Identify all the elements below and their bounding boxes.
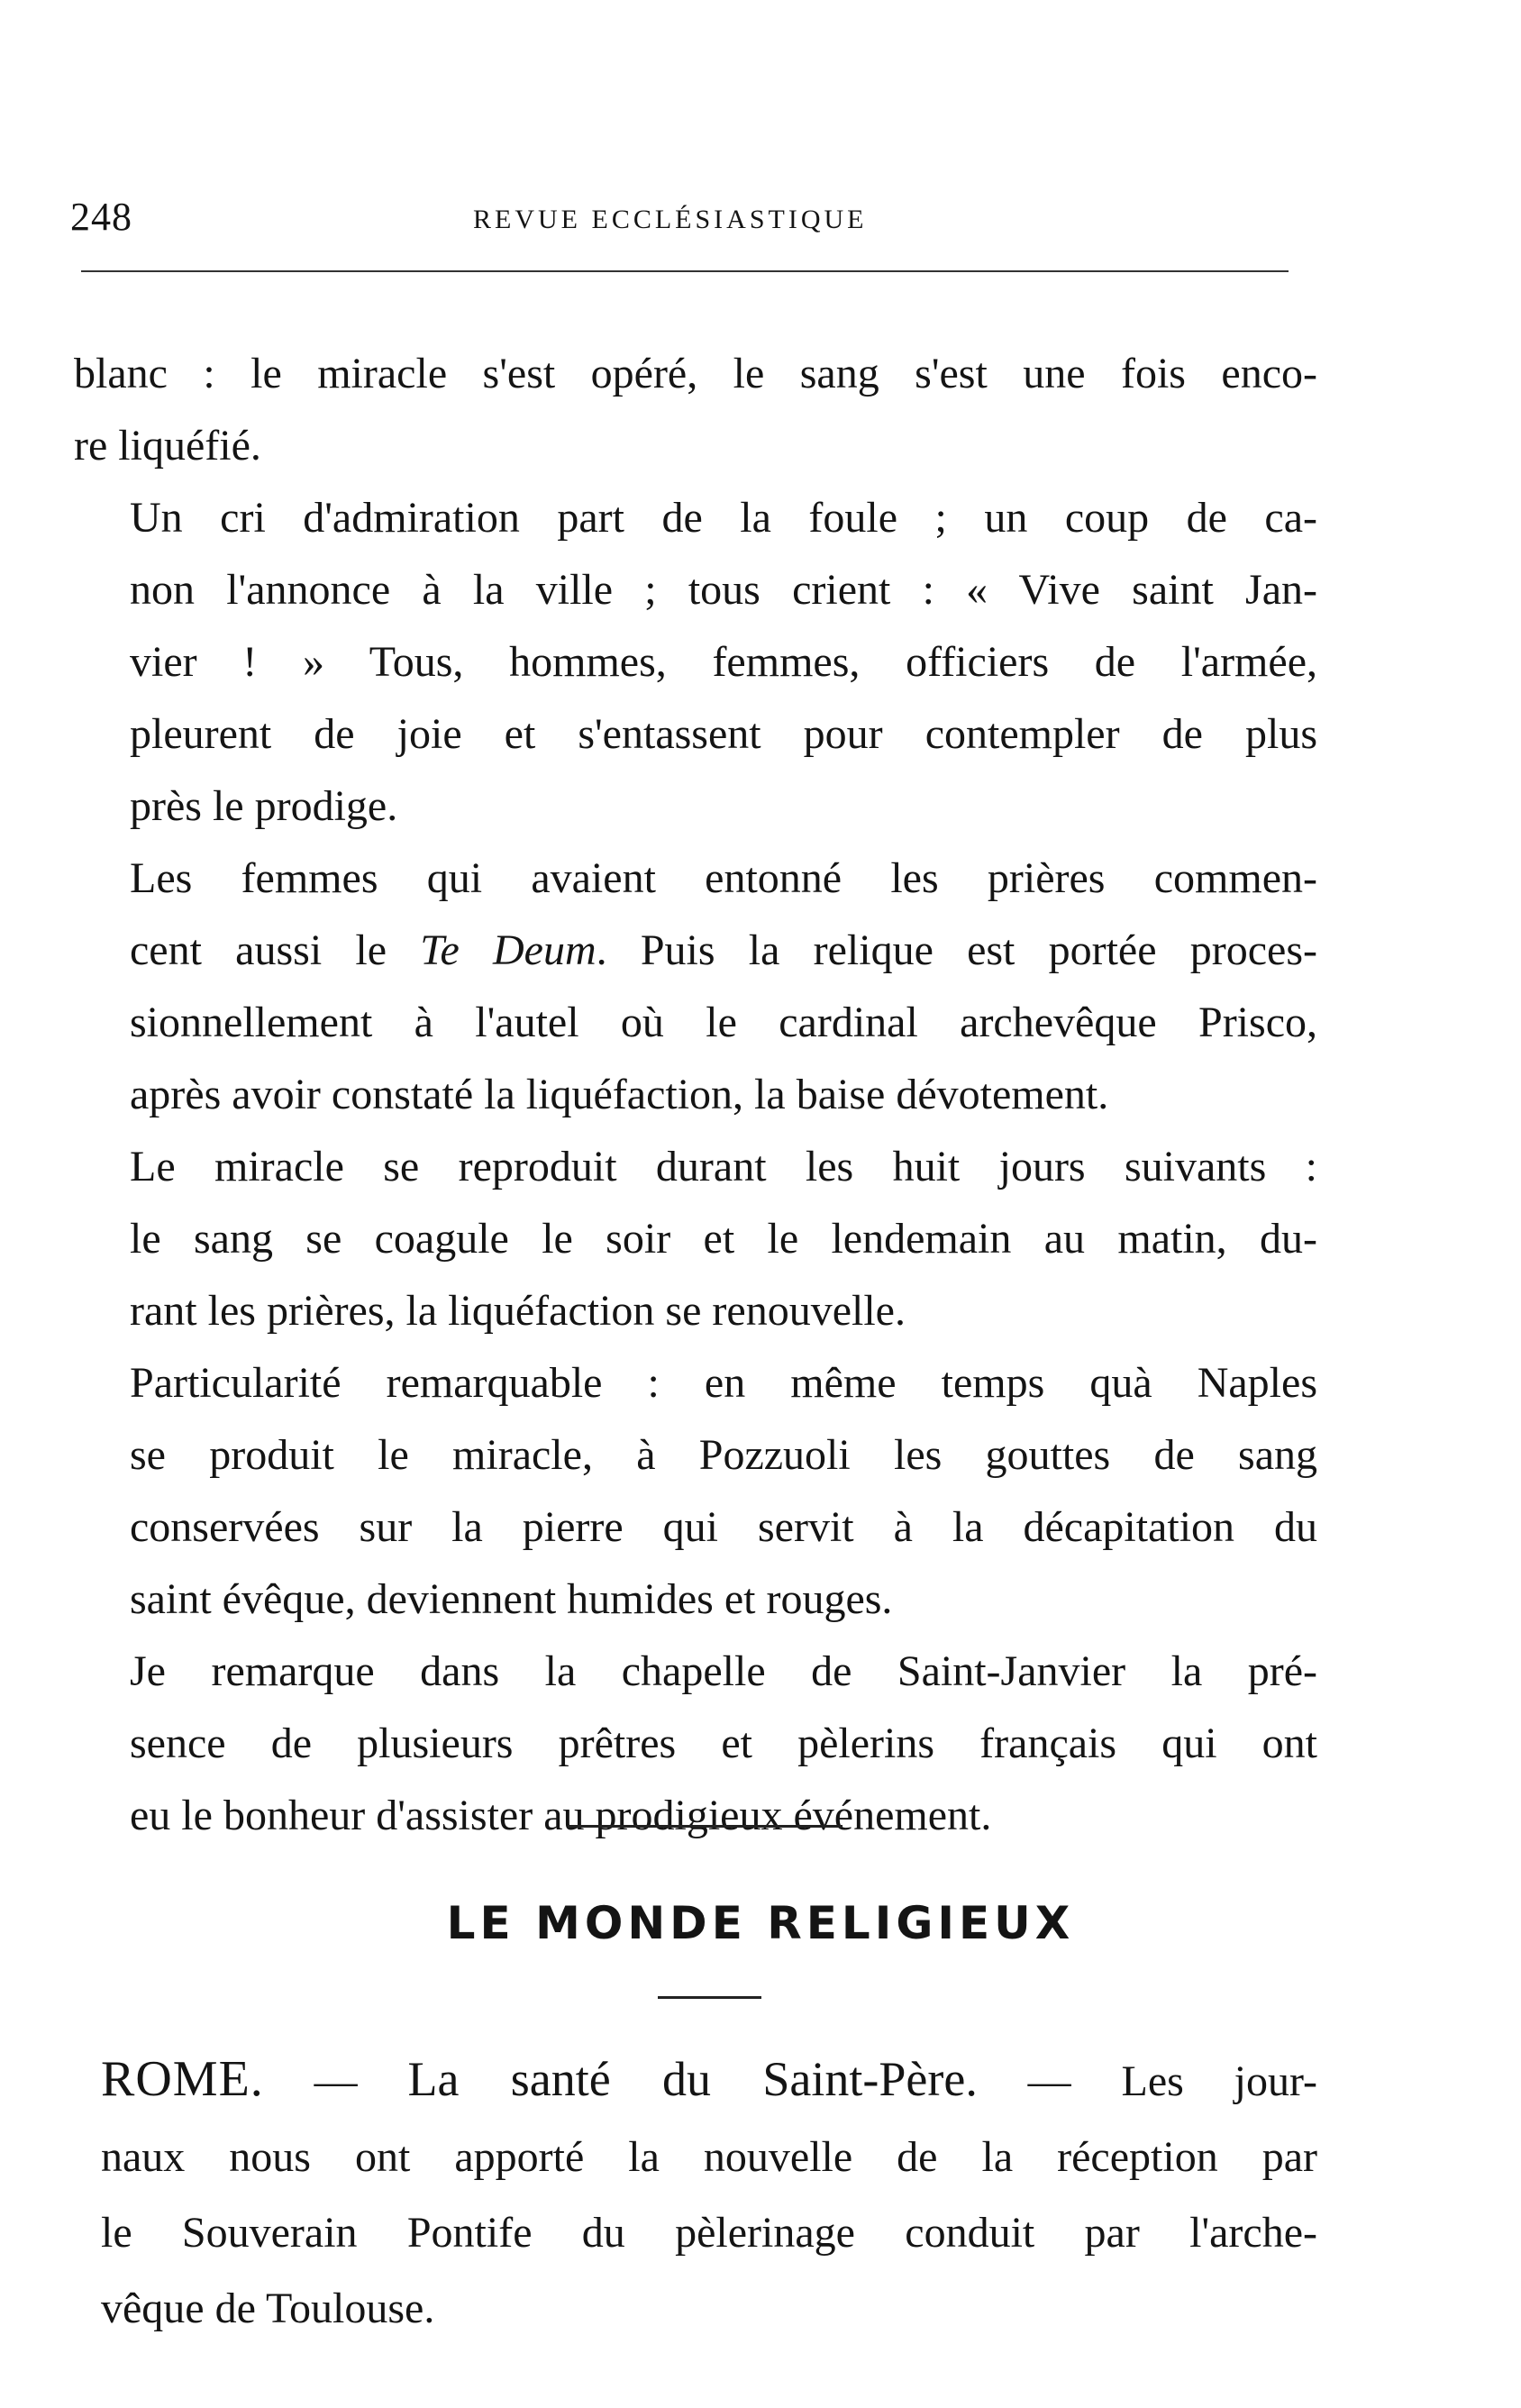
text-line: Je remarque dans la chapelle de Saint-Janvier la pré- xyxy=(130,1647,1317,1695)
text-line: conservées sur la pierre qui servit à la décapitation du xyxy=(130,1503,1317,1551)
text-line: rant les prières, la liquéfaction se renouvelle. xyxy=(130,1287,906,1335)
text-line: sionnellement à l'autel où le cardinal archevêque Prisco, xyxy=(130,999,1317,1046)
section-divider-rule xyxy=(568,1825,842,1828)
text-line: sence de plusieurs prêtres et pèlerins français qui ont xyxy=(130,1719,1317,1767)
text-line: pleurent de joie et s'entassent pour contempler de plus xyxy=(130,710,1317,758)
news-dash: — xyxy=(977,2057,1122,2105)
news-place: ROME. xyxy=(101,2051,264,2107)
news-item xyxy=(101,2041,1317,2347)
section-heading: LE MONDE RELIGIEUX xyxy=(446,1897,1075,1949)
news-text-line: Les jour- xyxy=(1121,2057,1317,2105)
text-line: Les femmes qui avaient entonné les prières commen- xyxy=(130,854,1317,902)
news-text-line: le Souverain Pontife du pèlerinage conduit par l'arche- xyxy=(101,2209,1317,2257)
news-text-line: naux nous ont apporté la nouvelle de la réception par xyxy=(101,2133,1317,2181)
news-dash: — xyxy=(263,2057,408,2105)
italic-text: Te Deum xyxy=(420,926,597,974)
text-line: le sang se coagule le soir et le lendemain au matin, du- xyxy=(130,1215,1317,1263)
section-heading-rule xyxy=(658,1996,761,1999)
paragraph xyxy=(74,1347,1317,1636)
running-head xyxy=(0,194,1521,248)
text-line: se produit le miracle, à Pozzuoli les gouttes de sang xyxy=(130,1431,1317,1479)
paragraph xyxy=(74,1131,1317,1347)
paragraph xyxy=(74,1636,1317,1852)
text-line: eu le bonheur d'assister au prodigieux événement. xyxy=(130,1792,992,1839)
news-headline: La santé du Saint-Père. xyxy=(407,2052,978,2106)
text-line: saint évêque, deviennent humides et rouges. xyxy=(130,1575,893,1623)
paragraph xyxy=(74,843,1317,1131)
paragraph xyxy=(74,338,1317,482)
text-line: après avoir constaté la liquéfaction, la baise dévotement. xyxy=(130,1071,1109,1118)
text-line: re liquéfié. xyxy=(74,422,261,470)
text-line: Le miracle se reproduit durant les huit jours suivants : xyxy=(130,1143,1317,1190)
header-rule xyxy=(81,270,1289,272)
news-text-line: vêque de Toulouse. xyxy=(101,2285,435,2332)
text-line: Un cri d'admiration part de la foule ; un coup de ca- xyxy=(130,494,1317,542)
article-body xyxy=(74,338,1317,1852)
text-line: près le prodige. xyxy=(130,782,398,830)
text-line: cent aussi le Te Deum. Puis la relique est portée proces- xyxy=(130,926,1317,974)
journal-title: REVUE ECCLÉSIASTIQUE xyxy=(473,205,868,234)
text-line: non l'annonce à la ville ; tous crient : « Vive saint Jan- xyxy=(130,566,1317,614)
news-first-line xyxy=(101,2041,1317,2120)
text-line: vier ! » Tous, hommes, femmes, officiers de l'armée, xyxy=(130,638,1317,686)
text-line: blanc : le miracle s'est opéré, le sang s'est une fois enco- xyxy=(74,350,1317,397)
paragraph xyxy=(74,482,1317,843)
text-line: Particularité remarquable : en même temps quà Naples xyxy=(130,1359,1317,1407)
page-number: 248 xyxy=(70,195,132,239)
